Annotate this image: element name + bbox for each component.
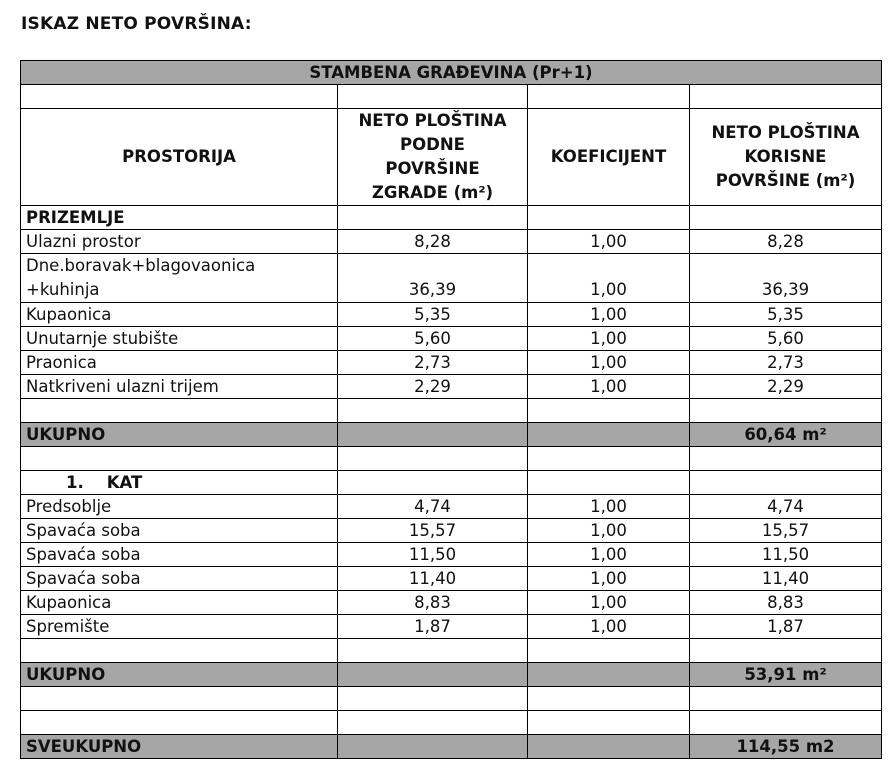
coefficient: 1,00 <box>528 543 690 567</box>
header-room: PROSTORIJA <box>21 109 338 206</box>
net-floor-area: 1,87 <box>338 615 528 639</box>
spacer-row <box>21 447 882 471</box>
room-name: Spavaća soba <box>21 543 338 567</box>
net-usable-area: 5,35 <box>690 303 882 327</box>
room-name: Ulazni prostor <box>21 230 338 254</box>
grand-total-row <box>21 735 882 759</box>
net-floor-area: 15,57 <box>338 519 528 543</box>
coefficient: 1,00 <box>528 567 690 591</box>
table-row <box>21 591 882 615</box>
net-usable-area: 4,74 <box>690 495 882 519</box>
net-floor-area: 11,50 <box>338 543 528 567</box>
table-row <box>21 375 882 399</box>
table-row <box>21 303 882 327</box>
net-usable-area: 1,87 <box>690 615 882 639</box>
room-name: Kupaonica <box>21 591 338 615</box>
table-row <box>21 615 882 639</box>
net-usable-area: 5,60 <box>690 327 882 351</box>
net-usable-area: 2,73 <box>690 351 882 375</box>
ground-total-row <box>21 423 882 447</box>
grand-total-value: 114,55 m2 <box>690 735 882 759</box>
net-floor-area: 5,60 <box>338 327 528 351</box>
table-row <box>21 519 882 543</box>
floor1-total-value: 53,91 m² <box>690 663 882 687</box>
header-coefficient: KOEFICIJENT <box>528 109 690 206</box>
room-name: Kupaonica <box>21 303 338 327</box>
table-row <box>21 254 882 303</box>
coefficient: 1,00 <box>528 495 690 519</box>
net-floor-area: 4,74 <box>338 495 528 519</box>
room-name: Spremište <box>21 615 338 639</box>
net-usable-area: 8,28 <box>690 230 882 254</box>
room-name: Spavaća soba <box>21 567 338 591</box>
net-floor-area: 2,29 <box>338 375 528 399</box>
net-floor-area: 8,83 <box>338 591 528 615</box>
building-header-row <box>21 61 882 85</box>
coefficient: 1,00 <box>528 351 690 375</box>
coefficient: 1,00 <box>528 591 690 615</box>
spacer-row <box>21 639 882 663</box>
floor1-total-row <box>21 663 882 687</box>
net-floor-area: 8,28 <box>338 230 528 254</box>
spacer-row <box>21 711 882 735</box>
ground-total-label: UKUPNO <box>21 423 338 447</box>
net-usable-area: 36,39 <box>690 254 882 303</box>
room-name: Dne.boravak+blagovaonica +kuhinja <box>21 254 338 303</box>
column-header-row <box>21 109 882 206</box>
floor-label: KAT <box>106 473 143 492</box>
room-name: Spavaća soba <box>21 519 338 543</box>
spacer-row <box>21 399 882 423</box>
coefficient: 1,00 <box>528 303 690 327</box>
net-usable-area: 15,57 <box>690 519 882 543</box>
net-usable-area: 11,50 <box>690 543 882 567</box>
net-floor-area: 5,35 <box>338 303 528 327</box>
spacer-row <box>21 85 882 109</box>
document-title: ISKAZ NETO POVRŠINA: <box>21 14 252 34</box>
coefficient: 1,00 <box>528 615 690 639</box>
coefficient: 1,00 <box>528 230 690 254</box>
net-usable-area: 8,83 <box>690 591 882 615</box>
building-title: STAMBENA GRAĐEVINA (Pr+1) <box>21 61 882 85</box>
room-name: Praonica <box>21 351 338 375</box>
ground-floor-rows <box>21 230 882 399</box>
coefficient: 1,00 <box>528 254 690 303</box>
ground-total-value: 60,64 m² <box>690 423 882 447</box>
section-label-ground: PRIZEMLJE <box>21 206 338 230</box>
table-row <box>21 495 882 519</box>
first-floor-rows <box>21 495 882 639</box>
grand-total-label: SVEUKUPNO <box>21 735 338 759</box>
net-floor-area: 2,73 <box>338 351 528 375</box>
table-row <box>21 351 882 375</box>
room-name: Predsoblje <box>21 495 338 519</box>
coefficient: 1,00 <box>528 327 690 351</box>
section-row-floor1 <box>21 471 882 495</box>
net-usable-area: 11,40 <box>690 567 882 591</box>
table-row <box>21 230 882 254</box>
coefficient: 1,00 <box>528 375 690 399</box>
section-row-ground <box>21 206 882 230</box>
table-row <box>21 567 882 591</box>
section-label-floor1 <box>21 471 338 495</box>
net-floor-area: 36,39 <box>338 254 528 303</box>
net-area-table <box>20 60 882 759</box>
floor-number: 1. <box>66 473 84 492</box>
table-row <box>21 327 882 351</box>
floor1-total-label: UKUPNO <box>21 663 338 687</box>
header-net-floor: NETO PLOŠTINA PODNE POVRŠINE ZGRADE (m²) <box>338 109 528 206</box>
net-floor-area: 11,40 <box>338 567 528 591</box>
net-usable-area: 2,29 <box>690 375 882 399</box>
coefficient: 1,00 <box>528 519 690 543</box>
table-row <box>21 543 882 567</box>
spacer-row <box>21 687 882 711</box>
room-name: Natkriveni ulazni trijem <box>21 375 338 399</box>
room-name: Unutarnje stubište <box>21 327 338 351</box>
header-net-usable: NETO PLOŠTINA KORISNE POVRŠINE (m²) <box>690 109 882 206</box>
